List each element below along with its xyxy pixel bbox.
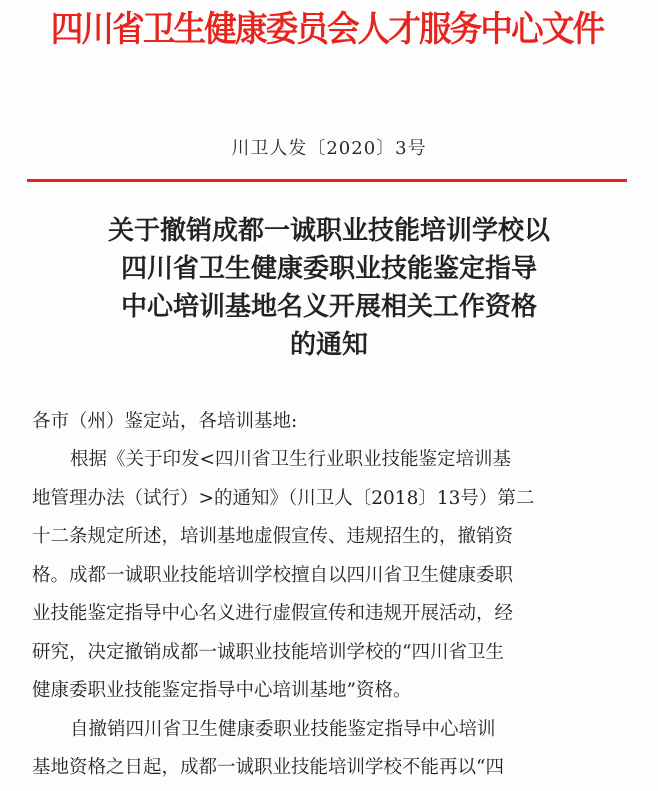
paragraph-1-line: 业技能鉴定指导中心名义进行虚假宣传和违规开展活动，经 <box>32 603 514 624</box>
title-line: 四川省卫生健康委职业技能鉴定指导 <box>120 254 537 284</box>
paragraph-1-line: 根据《关于印发<四川省卫生行业职业技能鉴定培训基 <box>70 449 512 470</box>
paragraph-1-line: 健康委职业技能鉴定指导中心培训基地”资格。 <box>32 680 412 701</box>
addressee-line: 各市（州）鉴定站，各培训基地: <box>32 411 298 432</box>
notice-title <box>0 212 658 364</box>
paragraph-2-line: 基地资格之日起，成都一诚职业技能培训学校不能再以“四 <box>32 757 504 778</box>
paragraph-2-line: 自撤销四川省卫生健康委职业技能鉴定指导中心培训 <box>70 718 496 740</box>
paragraph-1-line: 研究，决定撤销成都一诚职业技能培训学校的“四川省卫生 <box>32 641 504 663</box>
red-divider-rule <box>27 179 627 182</box>
document-number: 川卫人发〔2020〕3号 <box>231 138 427 159</box>
title-line: 的通知 <box>289 330 368 360</box>
paragraph-1-line: 格。成都一诚职业技能培训学校擅自以四川省卫生健康委职 <box>32 564 514 586</box>
masthead-title: 四川省卫生健康委员会人才服务中心文件 <box>50 10 604 50</box>
title-line: 中心培训基地名义开展相关工作资格 <box>120 292 537 322</box>
paragraph-1-line: 地管理办法（试行）>的通知》（川卫人〔2018〕13号）第二 <box>32 487 535 509</box>
body-text <box>32 441 628 788</box>
paragraph-1-line: 十二条规定所述，培训基地虚假宣传、违规招生的，撤销资 <box>32 526 514 547</box>
title-line: 关于撤销成都一诚职业技能培训学校以 <box>107 216 550 246</box>
